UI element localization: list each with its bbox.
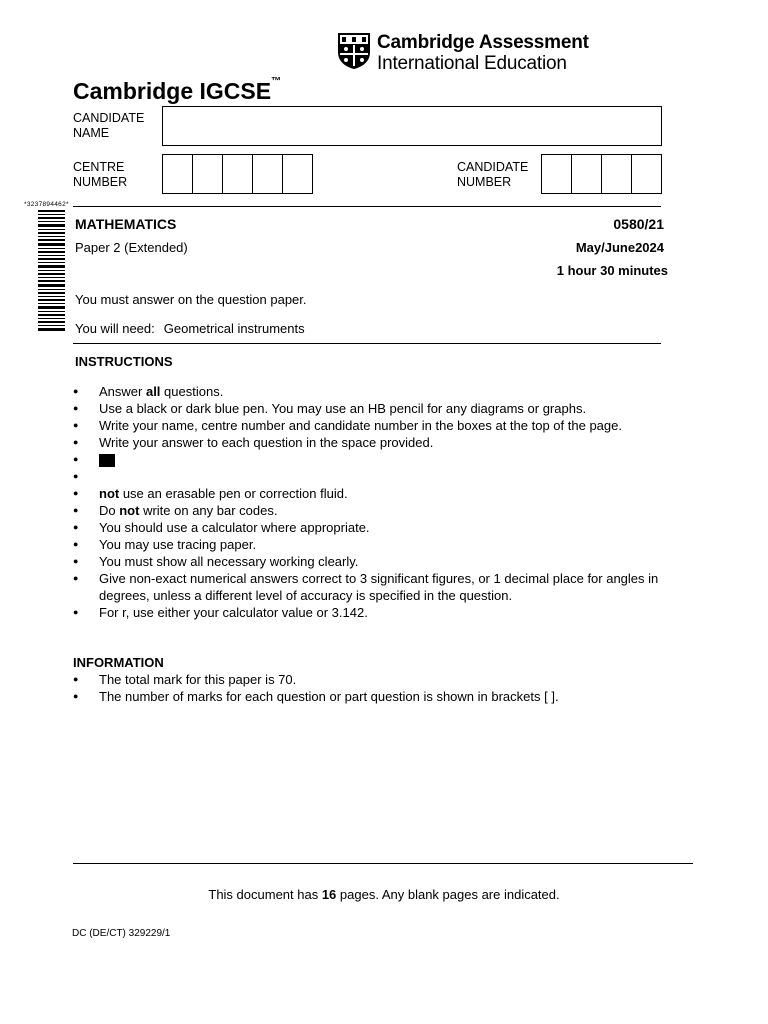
footer-divider (73, 863, 693, 864)
list-item: ● For r, use either your calculator value or 3.142. (73, 604, 663, 621)
centre-number-label-line-2: NUMBER (73, 175, 128, 189)
exam-duration: 1 hour 30 minutes (556, 263, 668, 278)
exam-session: May/June2024 (575, 240, 664, 255)
candidate-number-cell[interactable] (601, 154, 632, 194)
candidate-number-cell[interactable] (541, 154, 572, 194)
candidate-name-label (73, 111, 144, 141)
list-item: ● You must show all necessary working clearly. (73, 553, 663, 570)
list-item: ● You may use tracing paper. (73, 536, 663, 553)
equipment-line (75, 321, 305, 336)
info-divider (73, 343, 661, 344)
paper-code: 0580/21 (613, 216, 664, 232)
candidate-name-box[interactable] (162, 106, 662, 146)
list-item: ● Give non-exact numerical answers correct to 3 significant figures, or 1 decimal place for angles in degrees, unless a different level of accuracy is specified in the question. (73, 570, 663, 604)
list-item: ● The total mark for this paper is 70. (73, 671, 663, 688)
list-item: ● Write your answer to each question in the space provided. (73, 434, 663, 451)
subject-name: MATHEMATICS (75, 216, 177, 232)
information-heading: INFORMATION (73, 655, 164, 670)
candidate-name-label-line-2: NAME (73, 126, 110, 140)
instructions-heading: INSTRUCTIONS (75, 354, 173, 369)
equipment-value: Geometrical instruments (163, 321, 305, 336)
list-item: ● Use a black or dark blue pen. You may use an HB pencil for any diagrams or graphs. (73, 400, 663, 417)
list-item (73, 451, 663, 468)
candidate-number-label-line-2: NUMBER (457, 175, 512, 189)
barcode-image (38, 210, 65, 332)
equipment-label: You will need: (75, 321, 155, 336)
candidate-number-cell[interactable] (631, 154, 662, 194)
answer-instruction: You must answer on the question paper. (75, 292, 307, 307)
candidate-number-label-line-1: CANDIDATE (457, 160, 529, 174)
document-code: DC (DE/CT) 329229/1 (72, 928, 171, 939)
list-item: ● The number of marks for each question or part question is shown in brackets [ ]. (73, 688, 663, 705)
barcode-text: *3237894462* (24, 201, 69, 208)
logo-line-2: International Education (377, 53, 567, 74)
cambridge-logo (337, 32, 589, 74)
cambridge-shield-icon (337, 32, 371, 70)
instructions-list (73, 383, 663, 621)
list-item (73, 468, 663, 485)
list-item: ● Answer all questions. (73, 383, 663, 400)
candidate-number-boxes (542, 154, 662, 194)
centre-number-cell[interactable] (252, 154, 283, 194)
list-item: ● Do not write on any bar codes. (73, 502, 663, 519)
list-item: ● Write your name, centre number and candidate number in the boxes at the top of the page. (73, 417, 663, 434)
candidate-number-cell[interactable] (571, 154, 602, 194)
list-item: ● You should use a calculator where appropriate. (73, 519, 663, 536)
list-item: ● not use an erasable pen or correction fluid. (73, 485, 663, 502)
centre-number-cell[interactable] (162, 154, 193, 194)
header-divider (73, 206, 661, 207)
centre-number-label (73, 160, 127, 190)
centre-number-label-line-1: CENTRE (73, 160, 125, 174)
paper-name: Paper 2 (Extended) (75, 240, 188, 255)
information-list (73, 671, 663, 705)
centre-number-boxes (163, 154, 313, 194)
exam-title (73, 78, 281, 105)
page-count-notice: This document has 16 pages. Any blank pages are indicated. (208, 887, 560, 902)
centre-number-cell[interactable] (222, 154, 253, 194)
candidate-name-label-line-1: CANDIDATE (73, 111, 145, 125)
redaction-block (99, 454, 115, 467)
logo-line-1: Cambridge Assessment (377, 32, 589, 53)
candidate-number-label (457, 160, 528, 190)
trademark-symbol: ™ (271, 76, 282, 87)
centre-number-cell[interactable] (192, 154, 223, 194)
exam-title-text: Cambridge IGCSE (73, 78, 272, 104)
centre-number-cell[interactable] (282, 154, 313, 194)
